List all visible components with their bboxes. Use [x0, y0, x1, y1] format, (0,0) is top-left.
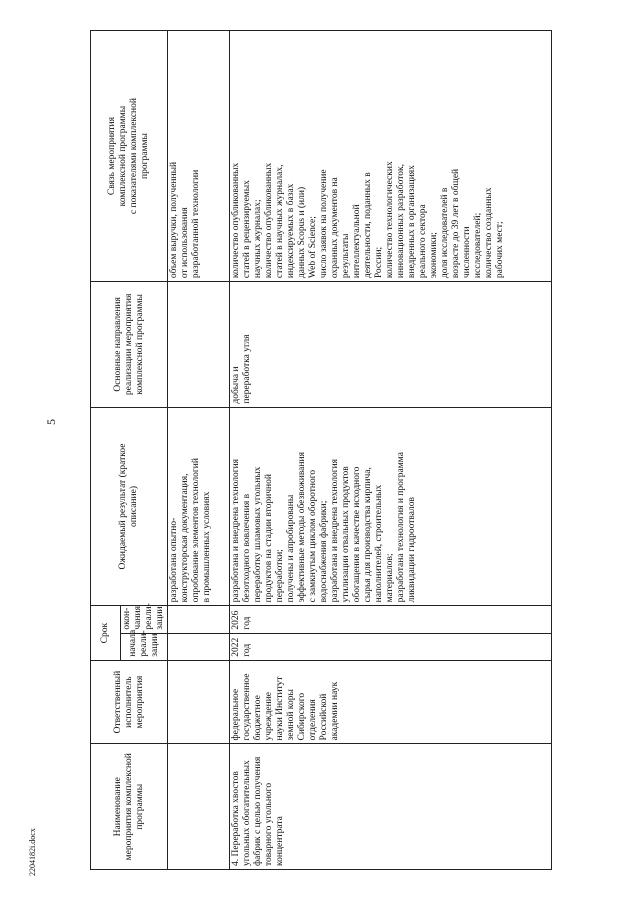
page-number: 5 — [44, 419, 58, 425]
header-responsible: Ответственный исполнитель мероприятия — [91, 660, 168, 744]
cell-term-start: 2022 год — [230, 633, 552, 660]
cell-directions-empty — [168, 282, 230, 408]
cell-end-empty — [168, 606, 230, 633]
cell-responsible: федеральное государственное бюджетное учреждение науки Институт земной коры Сибирского отделения Российской академии наук — [230, 660, 552, 744]
cell-indicator-link: объем выручки, полученный от использования разработанной технологии — [168, 31, 230, 282]
header-term-end: окон- чания реали- зации — [121, 606, 168, 633]
cell-name-empty — [168, 744, 230, 870]
header-expected-result: Ожидаемый результат (краткое описание) — [91, 407, 168, 606]
cell-start-empty — [168, 633, 230, 660]
cell-expected-result: разработана и внедрена технология безотходного вовлечения в переработку шламовых угольных продуктов на стадии вторичной переработки; получены и апробированы эффективные методы обезвоживания с замкнутым циклом оборотного водоснабжения фабрики; разработана и внедрена технология утилизации отвальных продуктов обогащения в качестве исходного сырья для производства кирпича, наполнителей, строительных материалов; разработана технология и программа ликвидации гидроотвалов — [230, 407, 552, 606]
rotated-table-container — [90, 30, 552, 870]
header-activity-name: Наименование мероприятия комплексной программы — [91, 744, 168, 870]
cell-indicator-link: количество опубликованных статей в рецензируемых научных журналах; количество опубликованных статей в научных журналах, индексируемых в базах данных Scopus и (или) Web of Science; число заявок на получение охранных документов на результаты интеллектуальной деятельности, поданных в России; количество технологических инновационных разработок, внедренных в организациях реального сектора экономики; доля исследователей в возрасте до 39 лет в общей численности исследователей; количество созданных рабочих мест; — [230, 31, 552, 282]
table-header-row — [91, 31, 121, 870]
table-row-continuation — [168, 31, 230, 870]
header-term-start: начала реали- зации — [121, 633, 168, 660]
header-indicator-link: Связь мероприятия комплексной программы с показателями комплексной программы — [91, 31, 168, 282]
cell-directions: добыча и переработка угля — [230, 282, 552, 408]
cell-activity-name: 4. Переработка хвостов угольных обогатительных фабрик с целью получения товарного угольного концентрата — [230, 744, 552, 870]
footer-document-id: 2204182i.docx — [28, 828, 37, 876]
cell-result: разработана опытно- конструкторская документация, опробование элементов технологий в промышленных условиях — [168, 407, 230, 606]
table-row-activity-4 — [230, 31, 552, 870]
header-term: Срок — [91, 606, 121, 660]
header-directions: Основные направления реализации мероприятия комплексной программы — [91, 282, 168, 408]
program-activities-table — [90, 30, 552, 870]
cell-responsible-empty — [168, 660, 230, 744]
cell-term-end: 2026 год — [230, 606, 552, 633]
